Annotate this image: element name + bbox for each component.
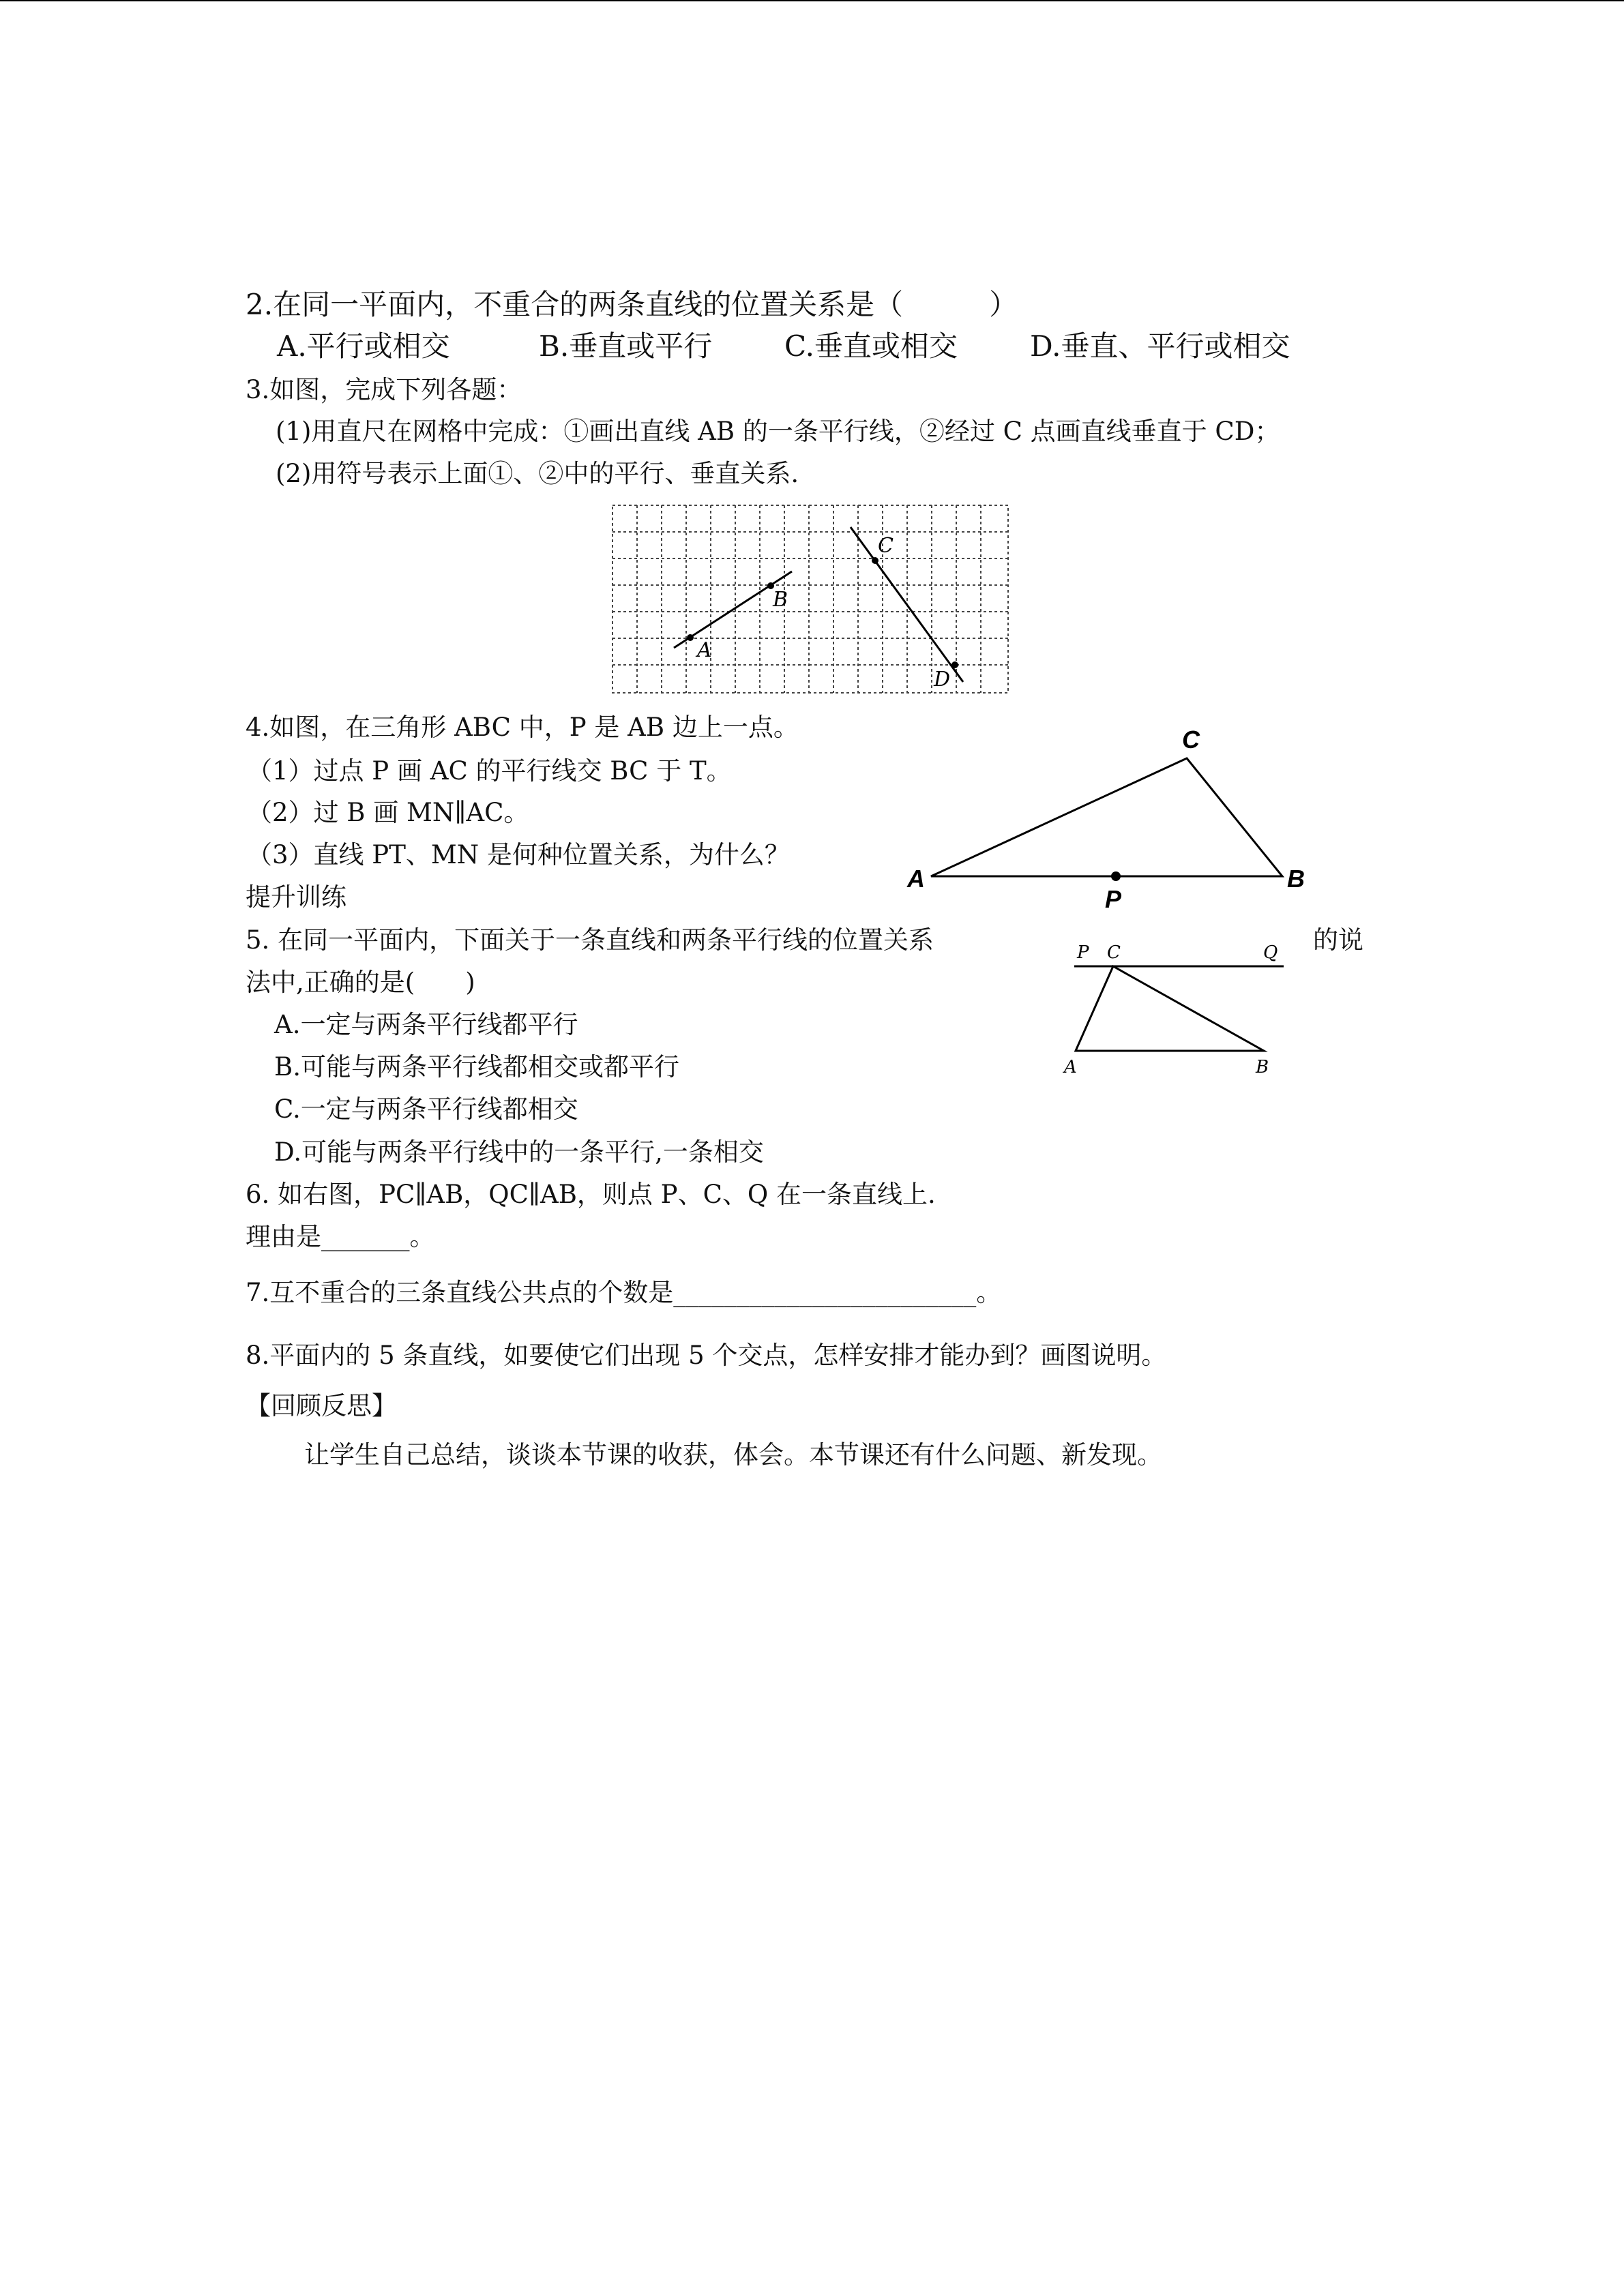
triangle-abc xyxy=(1076,966,1264,1051)
label-b: B xyxy=(773,588,788,612)
q3-grid-figure xyxy=(610,503,1013,696)
q3-part2: (2)用符号表示上面①、②中的平行、垂直关系. xyxy=(276,459,799,488)
label-c: C xyxy=(878,534,894,558)
review-body: 让学生自己总结，谈谈本节课的收获，体会。本节课还有什么问题、新发现。 xyxy=(304,1440,1162,1470)
label-a: A xyxy=(1064,1057,1077,1077)
triangle-abc xyxy=(931,758,1282,876)
q3-part1: (1)用直尺在网格中完成：①画出直线 AB 的一条平行线，②经过 C 点画直线垂直于 CD； xyxy=(276,417,1280,446)
q6-reason: 理由是_______。 xyxy=(246,1222,435,1251)
label-d: D xyxy=(934,668,951,691)
label-b: B xyxy=(1287,865,1305,893)
label-c: C xyxy=(1107,942,1121,963)
point-d xyxy=(951,661,958,668)
q5-option-a: A.一定与两条平行线都平行 xyxy=(274,1010,578,1039)
q7-stem: 7.互不重合的三条直线公共点的个数是________________________。 xyxy=(246,1278,1002,1307)
q4-stem: 4.如图，在三角形 ABC 中，P 是 AB 边上一点。 xyxy=(246,713,799,742)
q2-stem: 2.在同一平面内，不重合的两条直线的位置关系是（ ） xyxy=(246,288,1018,321)
label-b: B xyxy=(1256,1057,1269,1077)
page-top-border xyxy=(0,0,1624,1)
label-c: C xyxy=(1182,726,1200,754)
label-q: Q xyxy=(1263,942,1278,963)
point-p xyxy=(1111,871,1121,881)
label-a: A xyxy=(907,865,925,893)
q4-triangle-figure xyxy=(900,719,1310,917)
q2-option-b: B.垂直或平行 xyxy=(539,329,713,363)
q4-part1: （1）过点 P 画 AC 的平行线交 BC 于 T。 xyxy=(247,756,732,786)
q4-part2: （2）过 B 画 MN∥AC。 xyxy=(247,798,529,827)
q5-stem-part1: 5. 在同一平面内，下面关于一条直线和两条平行线的位置关系 xyxy=(246,925,934,955)
q2-option-c: C.垂直或相交 xyxy=(784,329,958,363)
q5-parallel-figure xyxy=(1054,938,1293,1084)
q3-grid xyxy=(612,505,1008,693)
q2-option-d: D.垂直、平行或相交 xyxy=(1030,329,1290,363)
point-c xyxy=(872,557,879,564)
q6-stem: 6. 如右图，PC∥AB，QC∥AB，则点 P、C、Q 在一条直线上. xyxy=(246,1180,936,1209)
q8-stem: 8.平面内的 5 条直线，如要使它们出现 5 个交点，怎样安排才能办到？画图说明。 xyxy=(246,1341,1167,1370)
q3-stem: 3.如图，完成下列各题： xyxy=(246,375,522,404)
point-a xyxy=(687,634,694,641)
label-a: A xyxy=(697,638,712,662)
label-p: P xyxy=(1105,885,1122,913)
q5-option-d: D.可能与两条平行线中的一条平行,一条相交 xyxy=(274,1137,764,1167)
review-heading: 【回顾反思】 xyxy=(246,1391,397,1420)
q5-stem-part2: 法中,正确的是( ) xyxy=(246,968,475,997)
q5-stem-tail: 的说 xyxy=(1313,925,1363,955)
section-improve-heading: 提升训练 xyxy=(246,882,346,912)
q5-option-c: C.一定与两条平行线都相交 xyxy=(274,1094,578,1124)
q4-part3: （3）直线 PT、MN 是何种位置关系，为什么？ xyxy=(247,840,790,869)
q5-option-b: B.可能与两条平行线都相交或都平行 xyxy=(274,1052,679,1082)
label-p: P xyxy=(1077,942,1089,963)
q2-option-a: A.平行或相交 xyxy=(277,329,450,363)
